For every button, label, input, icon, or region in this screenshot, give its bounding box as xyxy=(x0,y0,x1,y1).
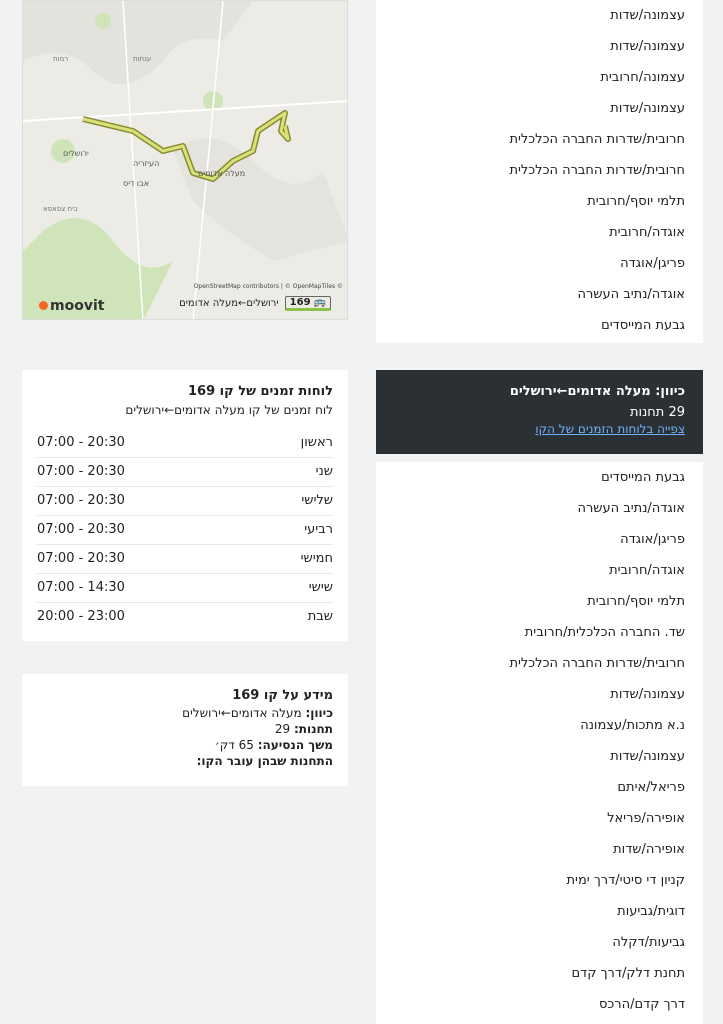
timetable-row xyxy=(37,458,333,487)
timetable-day: ראשון xyxy=(300,435,333,450)
timetable-day: שבת xyxy=(307,609,333,624)
timetable-day: שישי xyxy=(308,580,333,595)
timetable-row xyxy=(37,603,333,631)
timetable-day: שלישי xyxy=(301,493,333,508)
line-info-duration: משך הנסיעה: 65 דק׳ xyxy=(214,738,333,752)
map-label: ירושלים xyxy=(63,149,89,158)
stops-list-bottom xyxy=(376,462,703,1024)
moovit-pin-icon xyxy=(39,301,48,310)
line-badge xyxy=(285,296,331,311)
line-info-card xyxy=(22,674,348,786)
line-info-direction: כיוון: מעלה אדומים←ירושלים xyxy=(182,706,333,720)
timetable-row xyxy=(37,545,333,574)
stop-item[interactable]: פריגן/אוגדה xyxy=(620,256,685,271)
moovit-logo xyxy=(39,298,104,314)
timetable-row xyxy=(37,516,333,545)
stops-count: 29 תחנות xyxy=(629,405,685,420)
stop-item[interactable]: אוגדה/נתיב העשרה xyxy=(577,501,685,516)
stop-item[interactable]: אופירה/שדות xyxy=(613,842,685,857)
line-info-stations: התחנות שבהן עובר הקו: xyxy=(196,754,333,768)
timetable-hours: 07:00 - 20:30 xyxy=(37,435,125,450)
stop-item[interactable]: גבעת המייסדים xyxy=(601,318,685,333)
timetable-hours: 07:00 - 20:30 xyxy=(37,493,125,508)
view-timetable-link[interactable]: צפייה בלוחות הזמנים של הקו xyxy=(535,422,685,436)
timetable-row xyxy=(37,574,333,603)
timetable-row xyxy=(37,429,333,458)
timetable-day: רביעי xyxy=(304,522,333,537)
stop-item[interactable]: עצמונה/שדות xyxy=(610,8,685,23)
map-label: ענתות xyxy=(133,55,152,63)
stop-item[interactable]: עצמונה/שדות xyxy=(610,101,685,116)
stop-item[interactable]: עצמונה/שדות xyxy=(610,39,685,54)
map-label: בית צפאפא xyxy=(43,205,78,213)
map-label: מעלה אדומים xyxy=(198,169,246,178)
line-number: 169 xyxy=(289,297,311,308)
stop-item[interactable]: תלמי יוסף/חרובית xyxy=(587,194,685,209)
line-info-title: מידע על קו 169 xyxy=(232,688,333,703)
stop-item[interactable]: פריגן/אוגדה xyxy=(620,532,685,547)
stop-item[interactable]: תחנת דלק/דרך קדם xyxy=(571,966,685,981)
moovit-logo-text: moovit xyxy=(50,298,105,314)
timetable-hours: 07:00 - 20:30 xyxy=(37,464,125,479)
timetable-row xyxy=(37,487,333,516)
stop-item[interactable]: דרך קדם/הרכס xyxy=(598,997,685,1012)
stop-item[interactable]: חרובית/שדרות החברה הכלכלית xyxy=(509,163,685,178)
timetable-subtitle: לוח זמנים של קו מעלה אדומים←ירושלים xyxy=(125,403,333,417)
timetable-title: לוחות זמנים של קו 169 xyxy=(188,384,333,399)
stop-item[interactable]: עצמונה/שדות xyxy=(610,687,685,702)
route-map[interactable] xyxy=(22,0,348,320)
map-canvas[interactable] xyxy=(23,1,348,320)
stop-item[interactable]: חרובית/שדרות החברה הכלכלית xyxy=(509,132,685,147)
stop-item[interactable]: חרובית/שדרות החברה הכלכלית xyxy=(509,656,685,671)
timetable-day: שני xyxy=(315,464,333,479)
stop-item[interactable]: פריאל/איתם xyxy=(617,780,685,795)
stop-item[interactable]: תלמי יוסף/חרובית xyxy=(587,594,685,609)
stop-item[interactable]: נ.א מתכות/עצמונה xyxy=(580,718,685,733)
timetable-hours: 07:00 - 20:30 xyxy=(37,522,125,537)
timetable-hours: 20:00 - 23:00 xyxy=(37,609,125,624)
stop-item[interactable]: גביעות/דקלה xyxy=(612,935,685,950)
timetable-day: חמישי xyxy=(300,551,333,566)
map-label: רמות xyxy=(53,55,69,63)
stop-item[interactable]: עצמונה/חרובית xyxy=(600,70,685,85)
route-label: ירושלים←מעלה אדומים xyxy=(179,298,279,309)
stop-item[interactable]: דוגית/גביעות xyxy=(617,904,685,919)
map-label: העיזריה xyxy=(133,159,160,168)
direction-header xyxy=(376,370,703,454)
timetable-card xyxy=(22,370,348,641)
stop-item[interactable]: קניון די סיטי/דרך ימית xyxy=(566,873,685,888)
stop-item[interactable]: עצמונה/שדות xyxy=(610,749,685,764)
stop-item[interactable]: אופירה/פריאל xyxy=(607,811,685,826)
bus-icon: 🚌 xyxy=(313,297,326,308)
direction-title: כיוון: מעלה אדומים←ירושלים xyxy=(509,384,685,399)
stop-item[interactable]: אוגדה/נתיב העשרה xyxy=(577,287,685,302)
line-info-stops: תחנות: 29 xyxy=(274,722,333,736)
timetable-hours: 07:00 - 14:30 xyxy=(37,580,125,595)
timetable-hours: 07:00 - 20:30 xyxy=(37,551,125,566)
stop-item[interactable]: גבעת המייסדים xyxy=(601,470,685,485)
map-attribution[interactable]: OpenStreetMap contributors | © OpenMapTiles © xyxy=(193,283,343,290)
stops-list-top xyxy=(376,0,703,343)
stop-item[interactable]: שד. החברה הכלכלית/חרובית xyxy=(524,625,685,640)
stop-item[interactable]: אוגדה/חרובית xyxy=(609,563,685,578)
route-chip xyxy=(179,296,331,311)
map-label: אבו דיס xyxy=(123,179,150,188)
stop-item[interactable]: אוגדה/חרובית xyxy=(609,225,685,240)
